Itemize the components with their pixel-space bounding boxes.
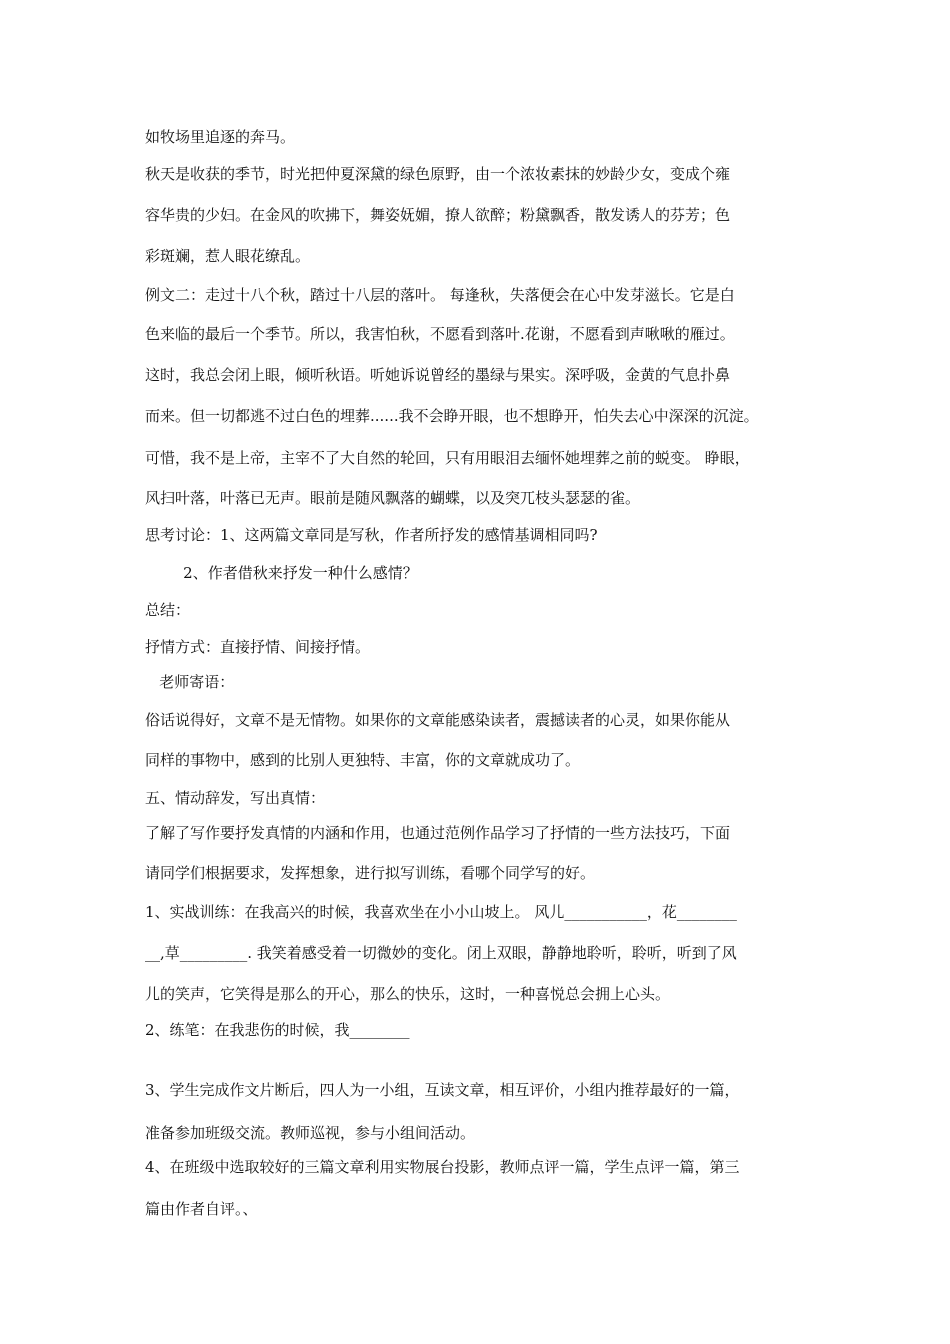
discussion-question-2: 2、作者借秋来抒发一种什么感情？ xyxy=(145,564,418,582)
exercise-line: 儿的笑声，它笑得是那么的开心，那么的快乐，这时，一种喜悦总会拥上心头。 xyxy=(145,985,671,1003)
exercise-line: 1、实战训练：在我高兴的时候，我喜欢坐在小小山坡上。 风儿___________，花________ xyxy=(145,903,737,921)
paragraph-line: 3、学生完成作文片断后，四人为一小组，互读文章，相互评价，小组内推荐最好的一篇， xyxy=(145,1081,740,1099)
paragraph-line: 彩斑斓，惹人眼花缭乱。 xyxy=(145,247,311,265)
paragraph-line: 4、在班级中选取较好的三篇文章利用实物展台投影，教师点评一篇，学生点评一篇，第三 xyxy=(145,1158,740,1176)
paragraph-line: 可惜，我不是上帝，主宰不了大自然的轮回，只有用眼泪去缅怀她埋葬之前的蜕变。 睁眼， xyxy=(145,449,750,467)
paragraph-line: 例文二：走过十八个秋，踏过十八层的落叶。 每逢秋，失落便会在心中发芽滋长。它是白 xyxy=(145,286,735,304)
teacher-message-heading: 老师寄语： xyxy=(145,673,235,691)
paragraph-line: 而来。但一切都逃不过白色的埋葬......我不会睁开眼，也不想睁开，怕失去心中深深的沉淀。 xyxy=(145,407,759,425)
paragraph-line: 色来临的最后一个季节。所以，我害怕秋，不愿看到落叶.花谢，不愿看到声啾啾的雁过。 xyxy=(145,325,735,343)
exercise-line: __,草_________. 我笑着感受着一切微妙的变化。闭上双眼，静静地聆听，聆听，听到了风 xyxy=(145,944,737,962)
exercise-line: 2、练笔：在我悲伤的时候，我________ xyxy=(145,1021,410,1039)
paragraph-line: 请同学们根据要求，发挥想象，进行拟写训练，看哪个同学写的好。 xyxy=(145,864,596,882)
paragraph-line: 风扫叶落，叶落已无声。眼前是随风飘落的蝴蝶，以及突兀枝头瑟瑟的雀。 xyxy=(145,489,641,507)
paragraph-line: 准备参加班级交流。教师巡视，参与小组间活动。 xyxy=(145,1124,476,1142)
summary-heading: 总结： xyxy=(145,601,191,619)
paragraph-line: 抒情方式：直接抒情、间接抒情。 xyxy=(145,638,371,656)
paragraph-line: 如牧场里追逐的奔马。 xyxy=(145,128,296,146)
paragraph-line: 了解了写作要抒发真情的内涵和作用，也通过范例作品学习了抒情的一些方法技巧，下面 xyxy=(145,824,731,842)
paragraph-line: 容华贵的少妇。在金风的吹拂下，舞姿妩媚，撩人欲醉；粉黛飘香，散发诱人的芬芳；色 xyxy=(145,206,731,224)
paragraph-line: 篇由作者自评。、 xyxy=(145,1200,258,1218)
section-heading: 五、情动辞发，写出真情： xyxy=(145,789,326,807)
paragraph-line: 这时，我总会闭上眼，倾听秋语。听她诉说曾经的墨绿与果实。深呼吸，金黄的气息扑鼻 xyxy=(145,366,731,384)
paragraph-line: 俗话说得好，文章不是无情物。如果你的文章能感染读者，震撼读者的心灵，如果你能从 xyxy=(145,711,731,729)
discussion-question-1: 思考讨论：1、这两篇文章同是写秋，作者所抒发的感情基调相同吗? xyxy=(145,526,598,544)
paragraph-line: 秋天是收获的季节，时光把仲夏深黛的绿色原野，由一个浓妆素抹的妙龄少女，变成个雍 xyxy=(145,165,731,183)
paragraph-line: 同样的事物中，感到的比别人更独特、丰富，你的文章就成功了。 xyxy=(145,751,581,769)
